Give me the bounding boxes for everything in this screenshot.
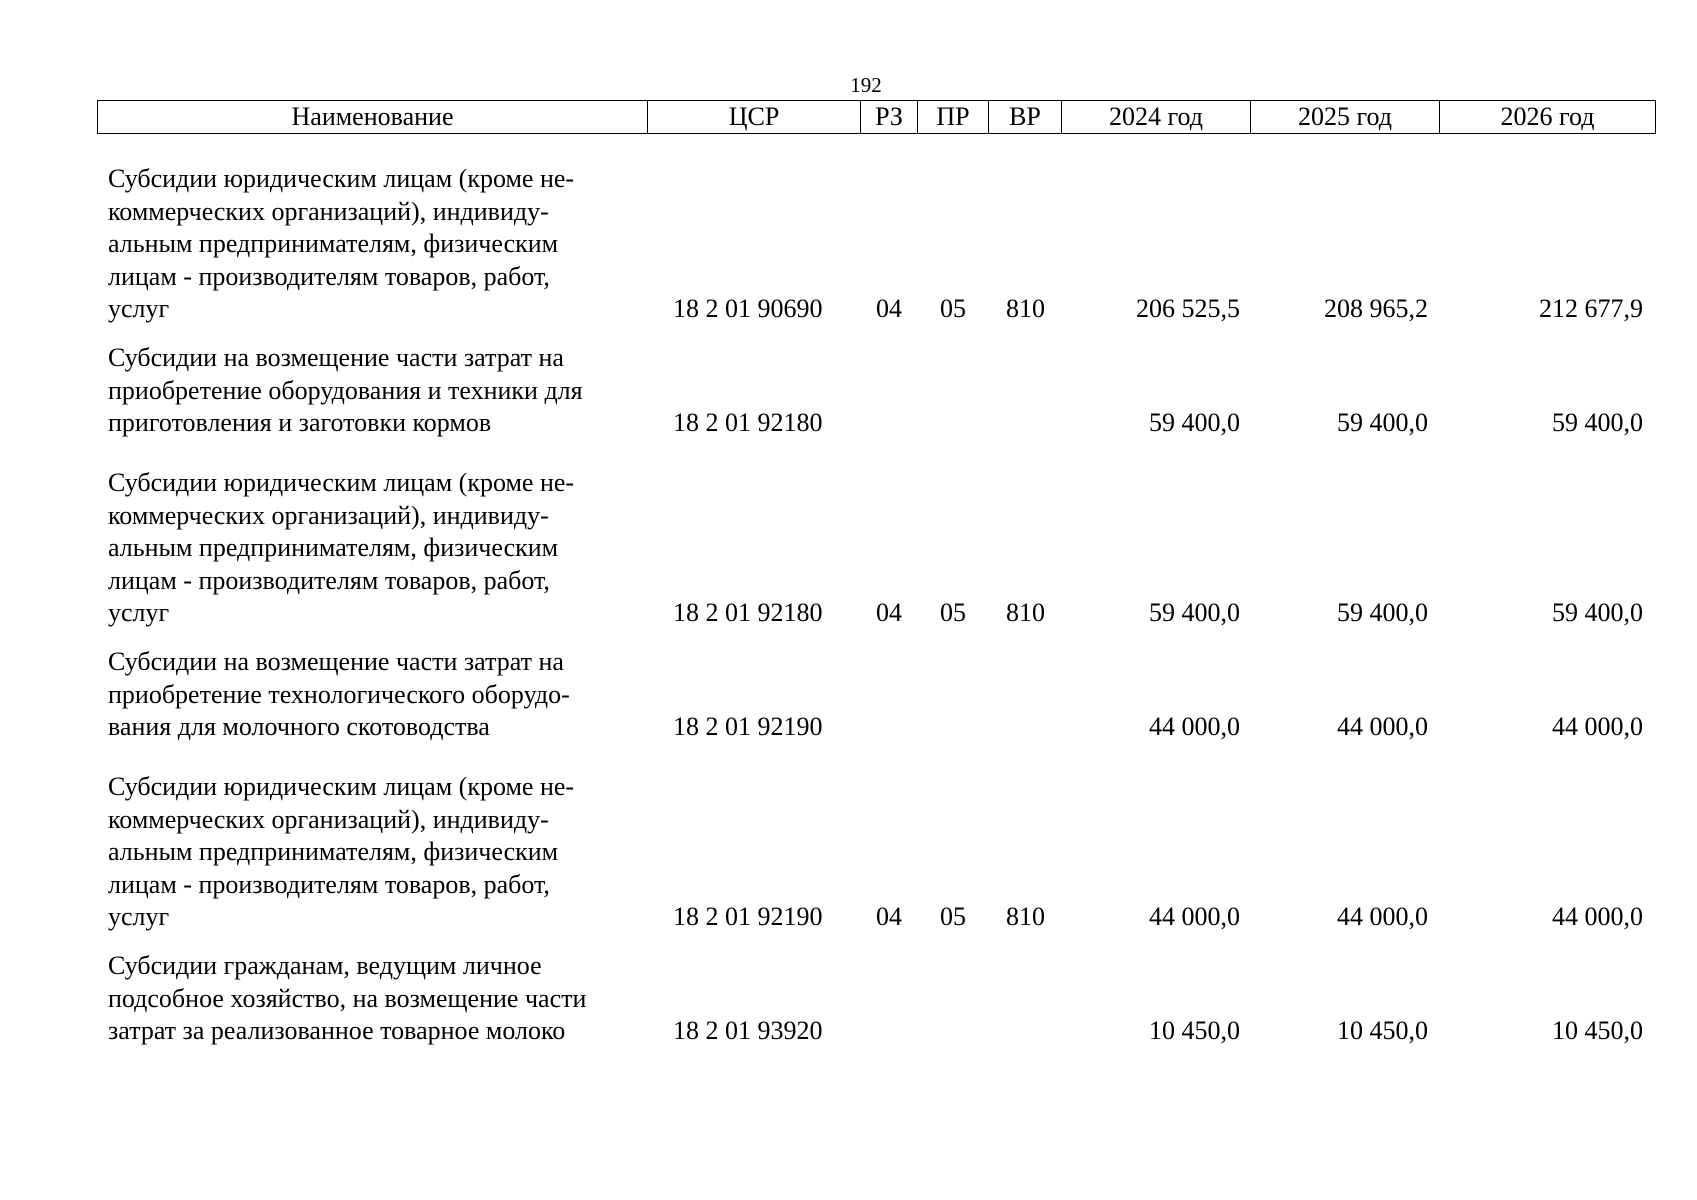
row-2024: 59 400,0 [1149,598,1240,628]
table-row [0,768,1697,934]
header-2024: 2024 год [1062,101,1251,134]
row-csr: 18 2 01 92190 [673,902,823,932]
row-2026: 212 677,9 [1539,294,1643,324]
row-name: Субсидии юридическим лицам (кроме не- коммерческих организаций), индивиду- альным предпринимателям, физическим лицам - производителям товаров, работ, услуг [108,772,575,932]
row-2024: 44 000,0 [1149,712,1240,742]
table-row [0,644,1697,744]
row-2025: 44 000,0 [1337,902,1428,932]
header-name: Наименование [98,101,648,134]
row-csr: 18 2 01 92180 [673,598,823,628]
row-csr: 18 2 01 92180 [673,408,823,438]
row-2024: 10 450,0 [1149,1016,1240,1046]
row-name: Субсидии юридическим лицам (кроме не- коммерческих организаций), индивиду- альным предпринимателям, физическим лицам - производителям товаров, работ, услуг [108,164,575,324]
row-csr: 18 2 01 93920 [673,1016,823,1046]
row-2025: 59 400,0 [1337,408,1428,438]
row-2026: 10 450,0 [1552,1016,1643,1046]
row-name: Субсидии на возмещение части затрат на приобретение технологического оборудо- вания для молочного скотоводства [108,647,570,742]
table-header [97,100,1656,134]
table-row [0,464,1697,630]
row-pr: 05 [940,294,966,324]
row-name: Субсидии гражданам, ведущим личное подсобное хозяйство, на возмещение части затрат за реализованное товарное молоко [108,951,587,1046]
header-pr: ПР [918,101,989,134]
row-name: Субсидии на возмещение части затрат на приобретение оборудования и техники для приготовления и заготовки кормов [108,343,583,438]
row-2026: 44 000,0 [1552,712,1643,742]
row-vr: 810 [1006,902,1045,932]
row-2025: 208 965,2 [1324,294,1428,324]
row-rz: 04 [876,294,902,324]
header-csr: ЦСР [648,101,861,134]
header-rz: РЗ [861,101,918,134]
row-2026: 44 000,0 [1552,902,1643,932]
row-2024: 206 525,5 [1136,294,1240,324]
header-vr: ВР [989,101,1062,134]
row-2025: 10 450,0 [1337,1016,1428,1046]
row-csr: 18 2 01 92190 [673,712,823,742]
row-csr: 18 2 01 90690 [673,294,823,324]
row-pr: 05 [940,598,966,628]
row-rz: 04 [876,902,902,932]
table-row [0,160,1697,326]
row-2026: 59 400,0 [1552,408,1643,438]
row-name: Субсидии юридическим лицам (кроме не- коммерческих организаций), индивиду- альным предпринимателям, физическим лицам - производителям товаров, работ, услуг [108,468,575,628]
row-2024: 59 400,0 [1149,408,1240,438]
row-2026: 59 400,0 [1552,598,1643,628]
row-vr: 810 [1006,598,1045,628]
row-rz: 04 [876,598,902,628]
row-2025: 44 000,0 [1337,712,1428,742]
header-2025: 2025 год [1251,101,1440,134]
page-number: 192 [850,73,882,97]
table-row [0,948,1697,1048]
row-2024: 44 000,0 [1149,902,1240,932]
row-2025: 59 400,0 [1337,598,1428,628]
row-pr: 05 [940,902,966,932]
header-2026: 2026 год [1440,101,1656,134]
row-vr: 810 [1006,294,1045,324]
table-row [0,340,1697,440]
